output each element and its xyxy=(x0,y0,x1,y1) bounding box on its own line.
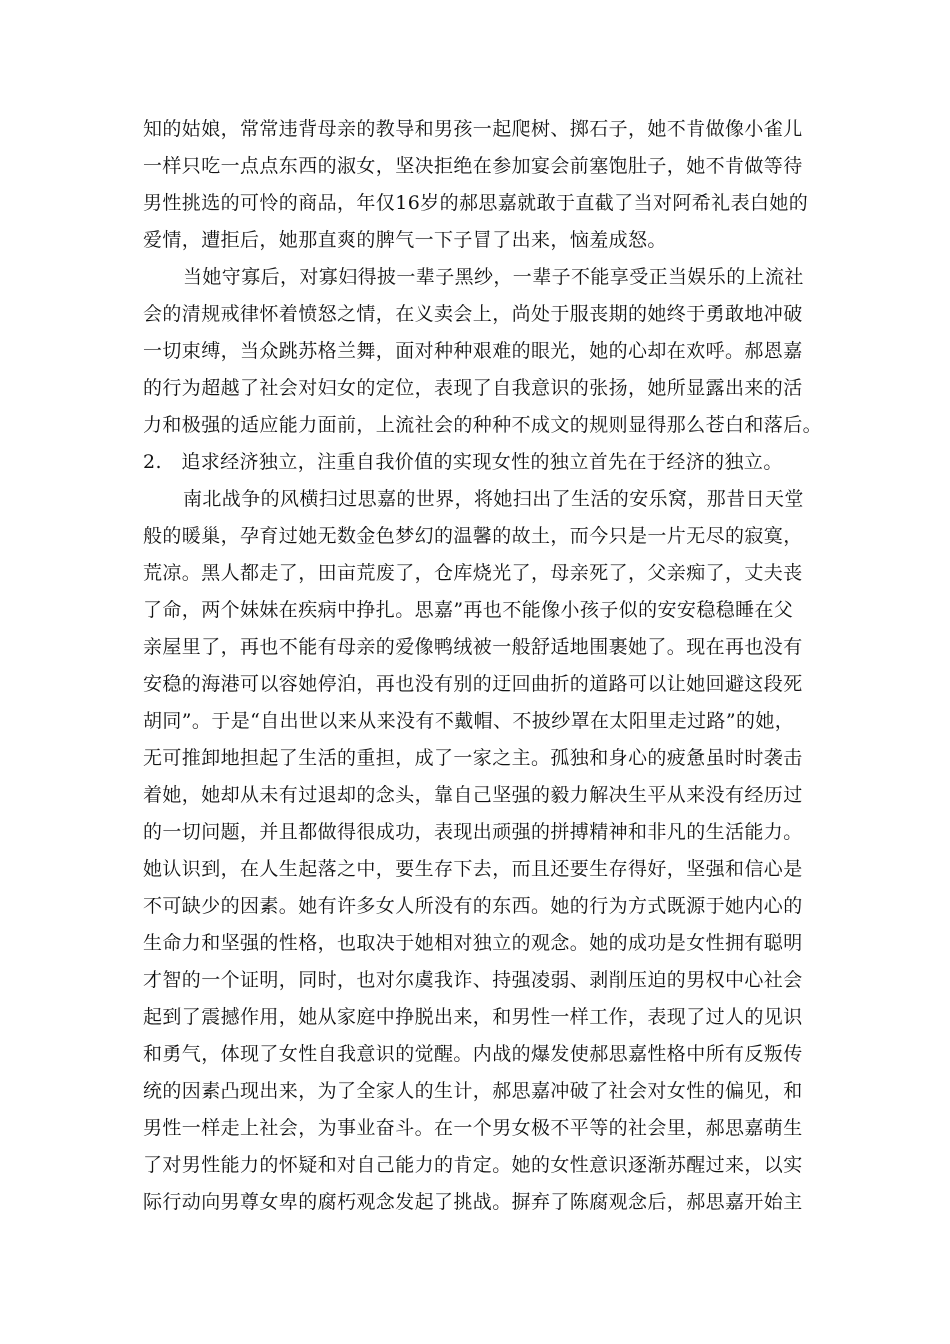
section-heading: 2. 追求经济独立，注重自我价值的实现女性的独立首先在于经济的独立。 xyxy=(143,451,783,473)
text-line: 起到了震撼作用，她从家庭中挣脱出来，和男性一样工作，表现了过人的见识 xyxy=(143,1006,803,1028)
text-line: 不可缺少的因素。她有许多女人所没有的东西。她的行为方式既源于她内心的 xyxy=(143,895,803,917)
text-line: 安稳的海港可以容她停泊，再也没有别的迂回曲折的道路可以让她回避这段死 xyxy=(143,673,803,695)
text-line: 荒凉。黑人都走了，田亩荒废了，仓库烧光了，母亲死了，父亲痴了，丈夫丧 xyxy=(143,562,803,584)
text-line: 爱情，遭拒后，她那直爽的脾气一下子冒了出来，恼羞成怒。 xyxy=(143,229,667,251)
text-line: 才智的一个证明，同时，也对尔虞我诈、持强凌弱、剥削压迫的男权中心社会 xyxy=(143,969,803,991)
text-line: 力和极强的适应能力面前，上流社会的种种不成文的规则显得那么苍白和落后。 xyxy=(143,414,823,436)
text-line: 的一切问题，并且都做得很成功，表现出顽强的拼搏精神和非凡的生活能力。 xyxy=(143,821,803,843)
text-line: 胡同”。于是“自出世以来从来没有不戴帽、不披纱罩在太阳里走过路”的她， xyxy=(143,710,795,732)
text-line: 着她，她却从未有过退却的念头，靠自己坚强的毅力解决生平从来没有经历过 xyxy=(143,784,803,806)
text-line: 一切束缚，当众跳苏格兰舞，面对种种艰难的眼光，她的心却在欢呼。郝恩嘉 xyxy=(143,340,803,362)
text-line: 知的姑娘，常常违背母亲的教导和男孩一起爬树、掷石子，她不肯做像小雀儿 xyxy=(143,118,803,140)
text-line: 和勇气，体现了女性自我意识的觉醒。内战的爆发使郝思嘉性格中所有反叛传 xyxy=(143,1043,803,1065)
text-line: 生命力和坚强的性格，也取决于她相对独立的观念。她的成功是女性拥有聪明 xyxy=(143,932,803,954)
text-line: 统的因素凸现出来，为了全家人的生计，郝思嘉冲破了社会对女性的偏见，和 xyxy=(143,1080,803,1102)
paragraph-first-line: 南北战争的风横扫过思嘉的世界，将她扫出了生活的安乐窝，那昔日天堂 xyxy=(183,488,804,510)
text-line: 般的暖巢，孕育过她无数金色梦幻的温馨的故土，而今只是一片无尽的寂寞， xyxy=(143,525,803,547)
text-line: 际行动向男尊女卑的腐朽观念发起了挑战。摒弃了陈腐观念后，郝思嘉开始主 xyxy=(143,1191,803,1213)
text-line: 男性挑选的可怜的商品，年仅16岁的郝思嘉就敢于直截了当对阿希礼表白她的 xyxy=(143,192,809,214)
text-line: 无可推卸地担起了生活的重担，成了一家之主。孤独和身心的疲惫虽时时袭击 xyxy=(143,747,803,769)
text-line: 她认识到，在人生起落之中，要生存下去，而且还要生存得好，坚强和信心是 xyxy=(143,858,803,880)
text-line: 一样只吃一点点东西的淑女，坚决拒绝在参加宴会前塞饱肚子，她不肯做等待 xyxy=(143,155,803,177)
text-line: 亲屋里了，再也不能有母亲的爱像鸭绒被一般舒适地围裹她了。现在再也没有 xyxy=(143,636,803,658)
text-line: 会的清规戒律怀着愤怒之情，在义卖会上，尚处于服丧期的她终于勇敢地冲破 xyxy=(143,303,803,325)
paragraph-first-line: 当她守寡后，对寡妇得披一辈子黑纱，一辈子不能享受正当娱乐的上流社 xyxy=(183,266,804,288)
text-line: 了对男性能力的怀疑和对自己能力的肯定。她的女性意识逐渐苏醒过来，以实 xyxy=(143,1154,803,1176)
text-line: 男性一样走上社会，为事业奋斗。在一个男女极不平等的社会里，郝思嘉萌生 xyxy=(143,1117,803,1139)
text-line: 的行为超越了社会对妇女的定位，表现了自我意识的张扬，她所显露出来的活 xyxy=(143,377,803,399)
text-line: 了命，两个妹妹在疾病中挣扎。思嘉”再也不能像小孩子似的安安稳稳睡在父 xyxy=(143,599,794,621)
